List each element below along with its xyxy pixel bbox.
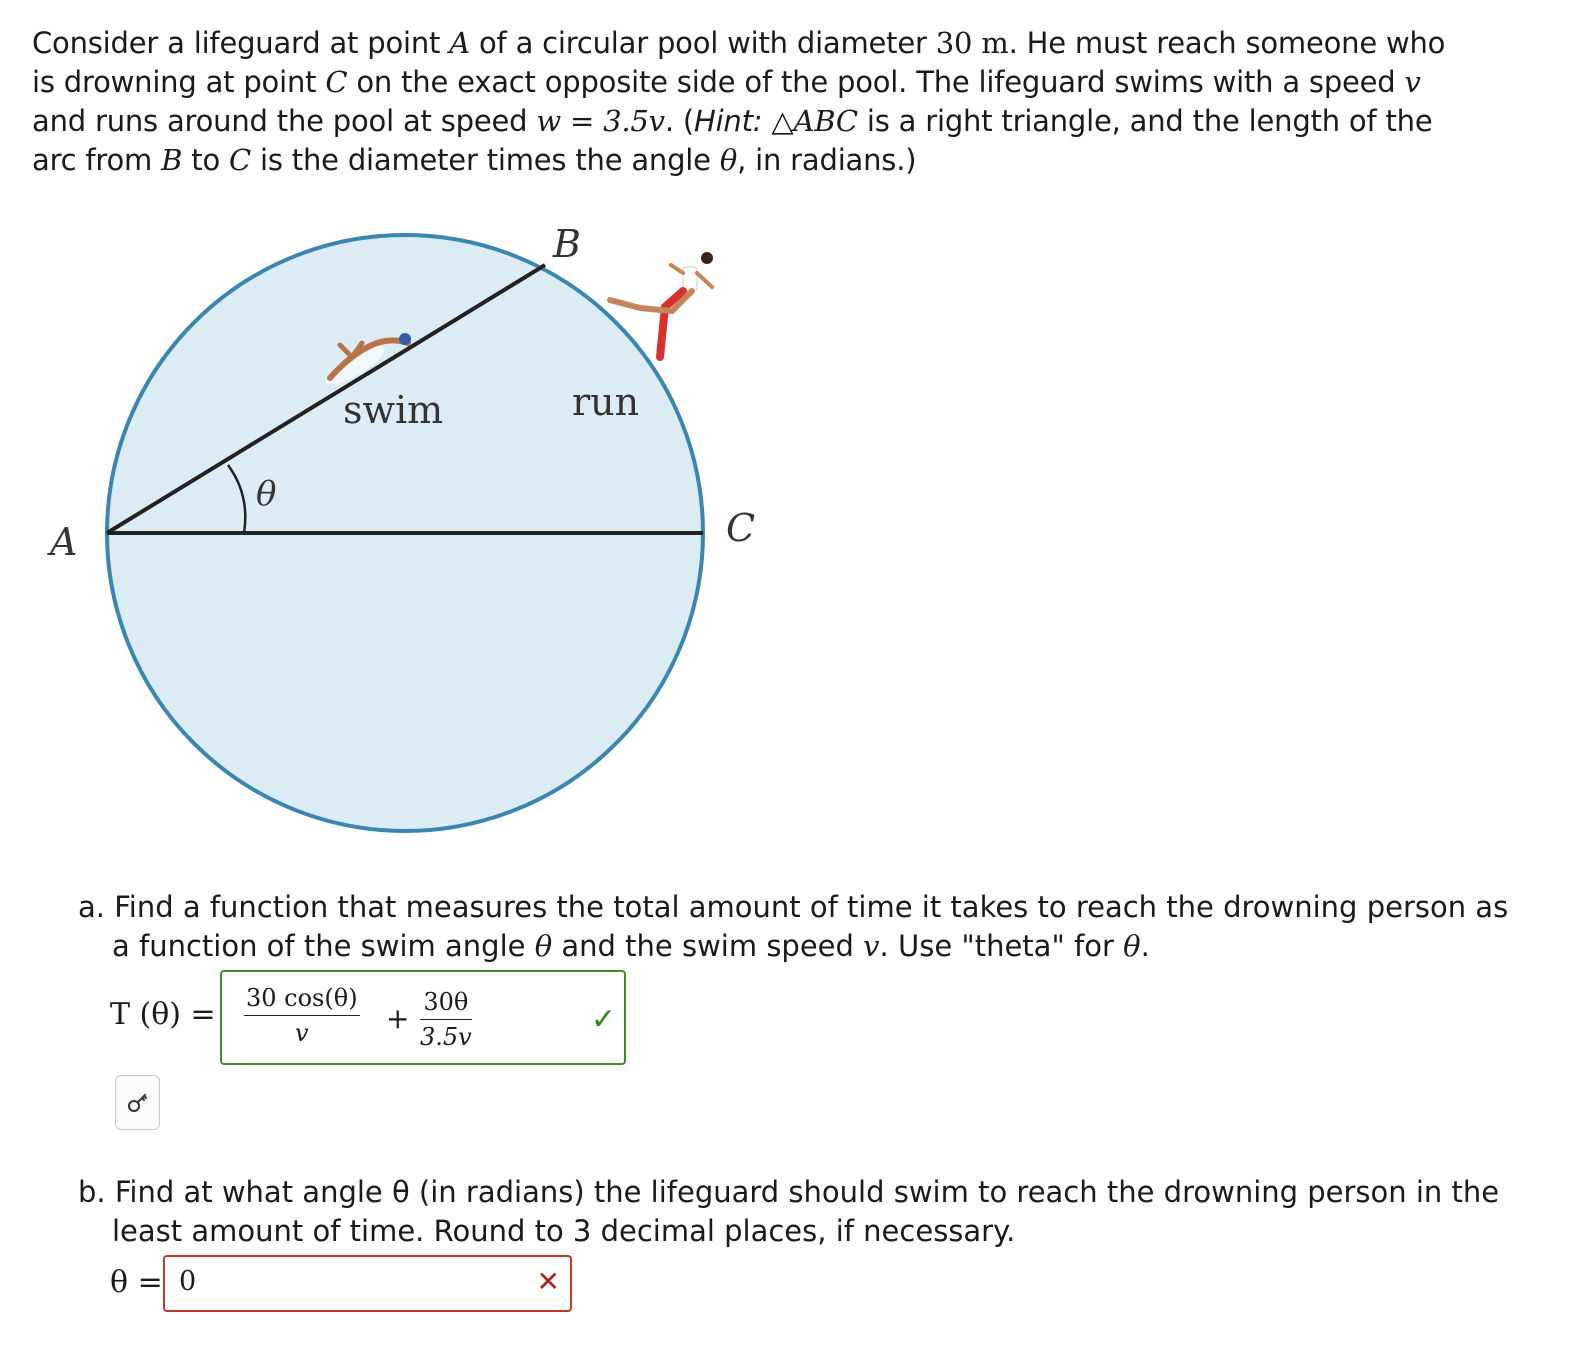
answer-key-button[interactable] bbox=[115, 1075, 160, 1130]
point-a: A bbox=[449, 26, 470, 60]
correct-check-icon: ✓ bbox=[590, 1002, 616, 1037]
prompt-text: . ( bbox=[664, 104, 694, 138]
fraction-swim-time bbox=[244, 984, 360, 1047]
speed-v: v bbox=[863, 929, 880, 963]
prompt-text: . He must reach someone who is drowning at point bbox=[32, 26, 1446, 99]
prompt-text: , in radians.) bbox=[737, 143, 917, 177]
hint-label: Hint: bbox=[693, 104, 763, 138]
triangle-abc: △ABC bbox=[771, 104, 858, 138]
part-a-text: . bbox=[1140, 929, 1150, 963]
label-point-c: C bbox=[726, 506, 756, 550]
prompt-text: to bbox=[182, 143, 229, 177]
label-run: run bbox=[572, 380, 640, 424]
plus-sign: + bbox=[386, 1002, 410, 1035]
part-b-answer-input[interactable] bbox=[163, 1255, 572, 1312]
prompt-text: is the diameter times the angle bbox=[251, 143, 720, 177]
part-a-text: . Use "theta" for bbox=[879, 929, 1124, 963]
fraction-denominator: v bbox=[295, 1019, 309, 1047]
speed-v: v bbox=[1404, 65, 1421, 99]
prompt-text: and runs around the pool at speed bbox=[32, 104, 537, 138]
prompt-text: of a circular pool with diameter bbox=[469, 26, 936, 60]
fraction-denominator: 3.5v bbox=[420, 1023, 472, 1051]
problem-statement bbox=[32, 24, 1472, 180]
diameter-value: 30 m bbox=[935, 26, 1009, 60]
part-b-question bbox=[78, 1173, 1538, 1251]
part-a-text: and the swim speed bbox=[552, 929, 864, 963]
label-swim: swim bbox=[343, 388, 444, 432]
part-a-answer-input[interactable] bbox=[220, 970, 626, 1065]
point-c: C bbox=[325, 65, 348, 99]
fraction-numerator: 30 cos(θ) bbox=[246, 984, 358, 1012]
point-b: B bbox=[161, 143, 183, 177]
point-c: C bbox=[229, 143, 251, 177]
speed-w: w = 3.5v bbox=[536, 104, 665, 138]
key-icon bbox=[126, 1091, 150, 1115]
theta-symbol: θ bbox=[719, 143, 738, 177]
fraction-numerator: 30θ bbox=[423, 988, 469, 1016]
part-a-line-2 bbox=[78, 927, 1538, 966]
part-a-line-1: a. Find a function that measures the total amount of time it takes to reach the drowning person as bbox=[78, 890, 1509, 924]
part-a-lhs: T (θ) = bbox=[110, 997, 216, 1032]
theta-symbol: θ bbox=[1123, 929, 1141, 963]
theta-symbol: θ bbox=[534, 929, 553, 963]
label-theta: θ bbox=[256, 474, 277, 514]
prompt-text: is a right triangle, and the length of the arc from bbox=[32, 104, 1433, 177]
prompt-text: Consider a lifeguard at point bbox=[32, 26, 450, 60]
label-point-a: A bbox=[50, 520, 78, 564]
incorrect-cross-icon: ✕ bbox=[536, 1265, 560, 1298]
fraction-run-time bbox=[420, 988, 472, 1051]
part-b-line-2: least amount of time. Round to 3 decimal places, if necessary. bbox=[112, 1214, 1016, 1248]
part-b-answer-value: 0 bbox=[179, 1266, 197, 1297]
pool-diagram bbox=[0, 215, 800, 875]
part-a-question bbox=[78, 888, 1538, 966]
prompt-text: on the exact opposite side of the pool. The lifeguard swims with a speed bbox=[347, 65, 1405, 99]
part-b-line-1: b. Find at what angle θ (in radians) the lifeguard should swim to reach the drowning person in the bbox=[78, 1175, 1500, 1209]
part-a-text: a function of the swim angle bbox=[112, 929, 535, 963]
label-point-b: B bbox=[553, 222, 581, 266]
part-b-lhs: θ = bbox=[110, 1265, 163, 1300]
